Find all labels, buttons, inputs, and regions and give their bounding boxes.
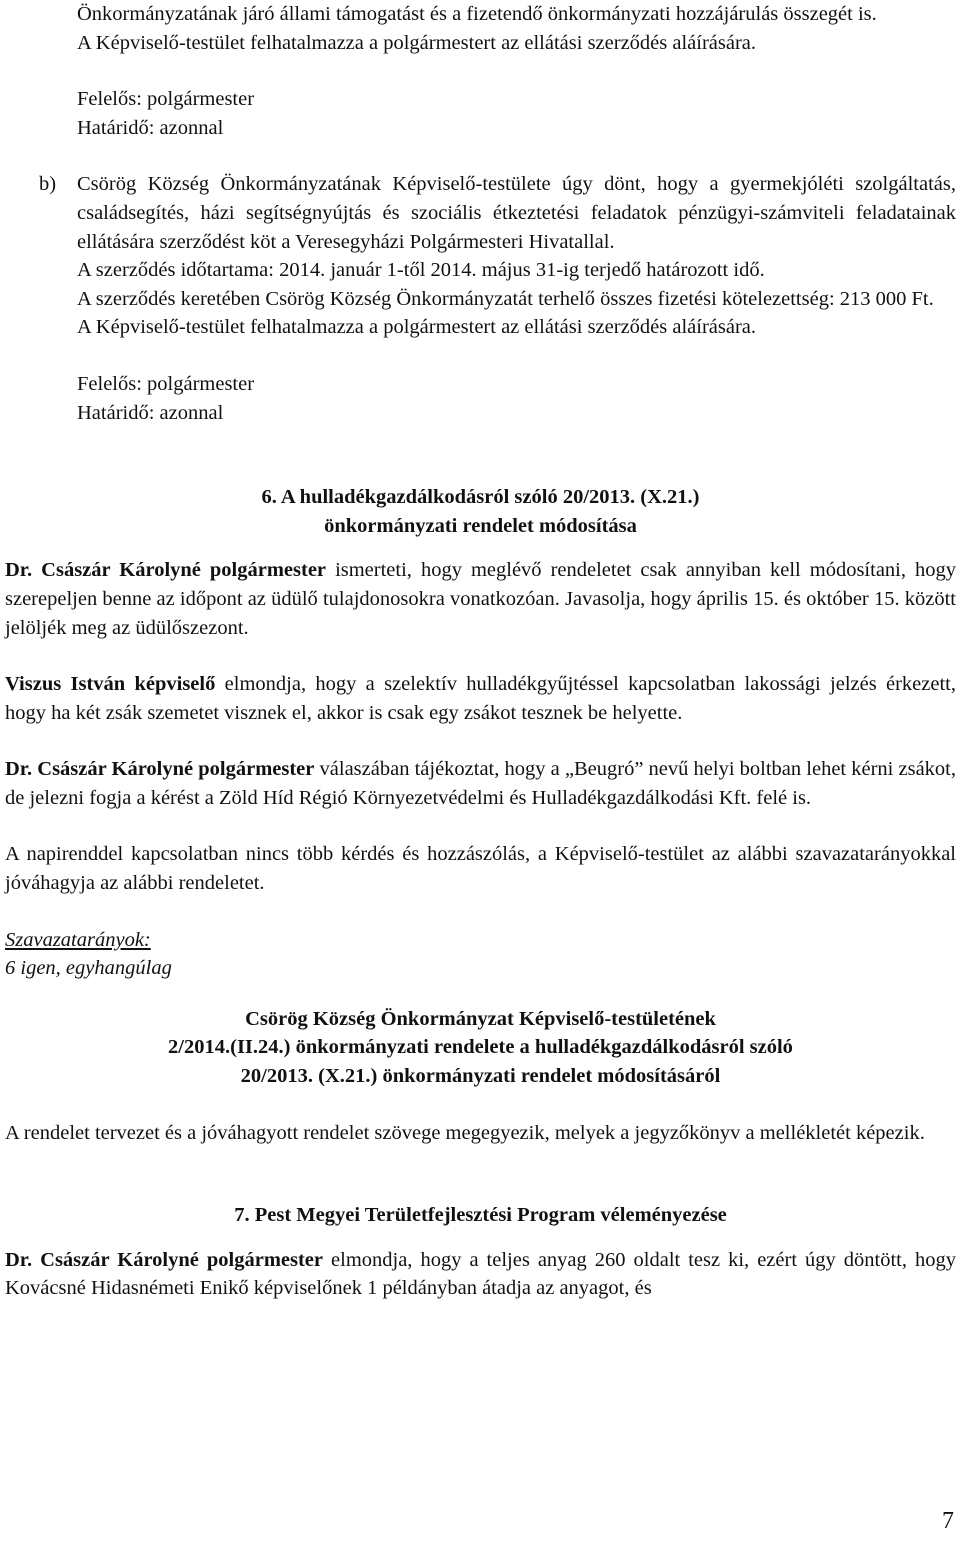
resolution-b-marker: b) <box>39 173 57 196</box>
resolution-b-authorization: A Képviselő-testület felhatalmazza a polgármestert az ellátási szerződés aláírására. <box>77 316 757 339</box>
resolution-b-deadline: Határidő: azonnal <box>77 401 224 424</box>
section-6-title-line-1: 6. A hulladékgazdálkodásról szóló 20/2013. (X.21.) <box>261 486 700 509</box>
section-6-title-line-2: önkormányzati rendelet módosítása <box>324 514 637 537</box>
section-6-paragraph-2: Viszus István képviselő elmondja, hogy a szelektív hulladékgyűjtéssel kapcsolatban lakossági jelzés érkezett, hogy ha két zsák szemetet visznek el, akkor is csak egy zsákot tesznek be helyette. <box>5 673 956 724</box>
top-line-2: A Képviselő-testület felhatalmazza a polgármestert az ellátási szerződés aláírására. <box>77 31 757 54</box>
section-6-paragraph-5: A rendelet tervezet és a jóváhagyott rendelet szövege megegyezik, melyek a jegyzőkönyv a mellékletét képezik. <box>5 1121 925 1144</box>
resolution-b-responsible: Felelős: polgármester <box>77 372 255 395</box>
top-deadline: Határidő: azonnal <box>77 116 224 139</box>
section-6-paragraph-1: Dr. Császár Károlyné polgármester ismerteti, hogy meglévő rendeletet csak annyiban kell módosítani, hogy szerepeljen benne az időpont az üdülő tulajdonosokra vonatkozóan. Javasolja, hogy április 15. és október 15. között jelöljék meg az üdülőszezont. <box>5 559 957 639</box>
speaker-mayor-s7: Dr. Császár Károlyné polgármester <box>5 1248 324 1271</box>
top-responsible: Felelős: polgármester <box>77 88 255 111</box>
resolution-b-obligation: A szerződés keretében Csörög Község Önkormányzatát terhelő összes fizetési kötelezettség: 213 000 Ft. <box>77 287 934 310</box>
decree-title-line-1: Csörög Község Önkormányzat Képviselő-testületének <box>245 1007 716 1030</box>
speaker-representative: Viszus István képviselő <box>5 673 216 696</box>
top-line-1: Önkormányzatának járó állami támogatást és a fizetendő önkormányzati hozzájárulás összegét is. <box>77 3 877 25</box>
vote-result: 6 igen, egyhangúlag <box>5 957 172 980</box>
decree-title-line-2: 2/2014.(II.24.) önkormányzati rendelete a hulladékgazdálkodásról szóló <box>168 1036 793 1059</box>
speaker-mayor-reply: Dr. Császár Károlyné polgármester <box>5 758 315 781</box>
section-6-paragraph-3: Dr. Császár Károlyné polgármester válaszában tájékoztat, hogy a „Beugró” nevű helyi boltban lehet kérni zsákot, de jelezni fogja a kérést a Zöld Híd Régió Környezetvédelmi és Hulladékgazdálkodási Kft. felé is. <box>5 758 957 809</box>
top-block <box>5 0 956 142</box>
page-number: 7 <box>942 1508 954 1534</box>
section-7-title: 7. Pest Megyei Területfejlesztési Program véleményezése <box>234 1204 727 1227</box>
resolution-b-text: Csörög Község Önkormányzatának Képviselő-testülete úgy dönt, hogy a gyermekjóléti szolgáltatás, családsegítés, házi segítségnyújtás és szociális étkeztetési feladatok pénzügyi-számviteli feladatainak ellátására szerződést köt a Veresegyházi Polgármesteri Hivatallal. <box>77 173 956 253</box>
speaker-mayor: Dr. Császár Károlyné polgármester <box>5 559 327 582</box>
resolution-b <box>5 170 956 427</box>
section-7-paragraph-1: Dr. Császár Károlyné polgármester elmondja, hogy a teljes anyag 260 oldalt tesz ki, ezért úgy döntött, hogy Kovácsné Hidasnémeti Enikő képviselőnek 1 példányban átadja az anyagot, és <box>5 1248 956 1300</box>
resolution-b-duration: A szerződés időtartama: 2014. január 1-től 2014. május 31-ig terjedő határozott idő. <box>77 259 765 282</box>
document-page <box>5 0 956 1303</box>
section-6-paragraph-4: A napirenddel kapcsolatban nincs több kérdés és hozzászólás, a Képviselő-testület az alábbi szavazatarányokkal jóváhagyja az alábbi rendeletet. <box>5 843 956 895</box>
vote-label: Szavazatarányok: <box>5 928 151 951</box>
decree-title-line-3: 20/2013. (X.21.) önkormányzati rendelet módosításáról <box>240 1065 721 1088</box>
